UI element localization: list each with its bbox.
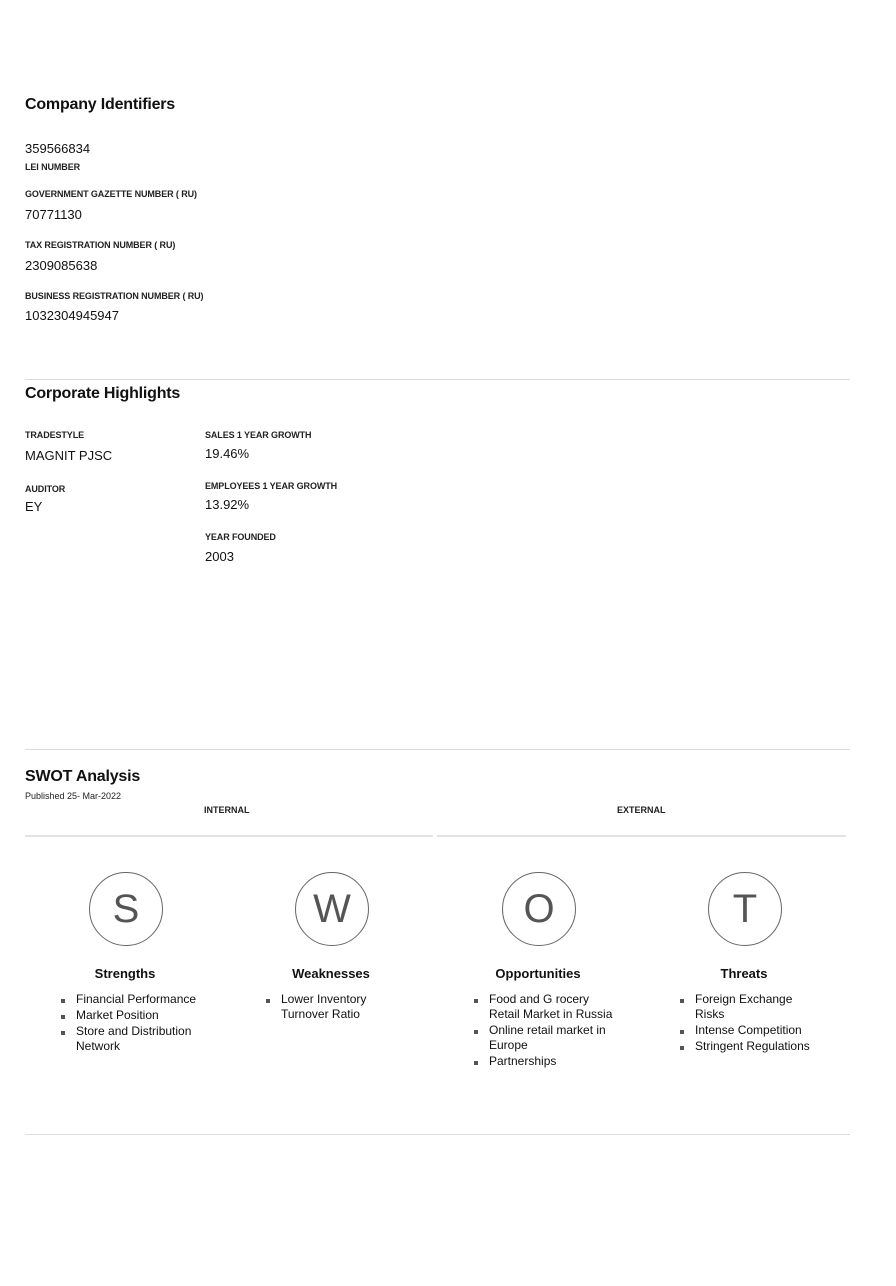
- opportunities-title: Opportunities: [495, 966, 581, 981]
- list-item: Financial Performance: [76, 992, 206, 1007]
- list-item: Lower Inventory Turnover Ratio: [281, 992, 381, 1022]
- list-item: Intense Competition: [695, 1023, 820, 1038]
- list-item: Stringent Regulations: [695, 1039, 820, 1054]
- employees-growth-label: EMPLOYEES 1 YEAR GROWTH: [205, 481, 338, 491]
- list-item: Partnerships: [489, 1054, 617, 1069]
- tradestyle-label: TRADESTYLE: [25, 430, 85, 440]
- list-item: Food and G rocery Retail Market in Russia: [489, 992, 617, 1022]
- strengths-title: Strengths: [94, 966, 156, 981]
- threats-letter-circle: T: [708, 872, 782, 946]
- opportunities-letter-circle: O: [502, 872, 576, 946]
- company-identifiers-heading: Company Identifiers: [25, 96, 176, 113]
- tax-registration-value: 2309085638: [25, 258, 98, 273]
- section-divider: [25, 1134, 850, 1135]
- section-divider: [25, 749, 850, 750]
- external-column-label: EXTERNAL: [617, 805, 666, 815]
- opportunities-list: [489, 992, 617, 1070]
- strengths-list: [76, 992, 206, 1055]
- employees-growth-value: 13.92%: [205, 497, 250, 512]
- weaknesses-title: Weaknesses: [292, 966, 370, 981]
- list-item: Online retail market in Europe: [489, 1023, 617, 1053]
- business-registration-label: BUSINESS REGISTRATION NUMBER ( RU): [25, 291, 204, 301]
- swot-heading: SWOT Analysis: [25, 768, 141, 785]
- gazette-number-value: 70771130: [25, 207, 82, 222]
- tax-registration-label: TAX REGISTRATION NUMBER ( RU): [25, 240, 176, 250]
- lei-number-value: 359566834: [25, 141, 91, 156]
- tradestyle-value: MAGNIT PJSC: [25, 448, 113, 463]
- list-item: Market Position: [76, 1008, 206, 1023]
- auditor-label: AUDITOR: [25, 484, 66, 494]
- internal-column-label: INTERNAL: [204, 805, 250, 815]
- swot-published-date: Published 25- Mar-2022: [25, 791, 122, 801]
- list-item: Store and Distribution Network: [76, 1024, 206, 1054]
- year-founded-label: YEAR FOUNDED: [205, 532, 276, 542]
- business-registration-value: 1032304945947: [25, 308, 119, 323]
- strengths-letter-circle: S: [89, 872, 163, 946]
- year-founded-value: 2003: [205, 549, 234, 564]
- section-divider: [25, 379, 850, 380]
- threats-title: Threats: [720, 966, 768, 981]
- auditor-value: EY: [25, 499, 43, 514]
- list-item: Foreign Exchange Risks: [695, 992, 820, 1022]
- external-divider: [437, 835, 846, 837]
- weaknesses-list: [281, 992, 381, 1023]
- corporate-highlights-heading: Corporate Highlights: [25, 385, 181, 402]
- weaknesses-letter-circle: W: [295, 872, 369, 946]
- lei-number-label: LEI NUMBER: [25, 162, 80, 172]
- threats-list: [695, 992, 820, 1055]
- gazette-number-label: GOVERNMENT GAZETTE NUMBER ( RU): [25, 189, 197, 199]
- sales-growth-label: SALES 1 YEAR GROWTH: [205, 430, 312, 440]
- sales-growth-value: 19.46%: [205, 446, 250, 461]
- internal-divider: [25, 835, 433, 837]
